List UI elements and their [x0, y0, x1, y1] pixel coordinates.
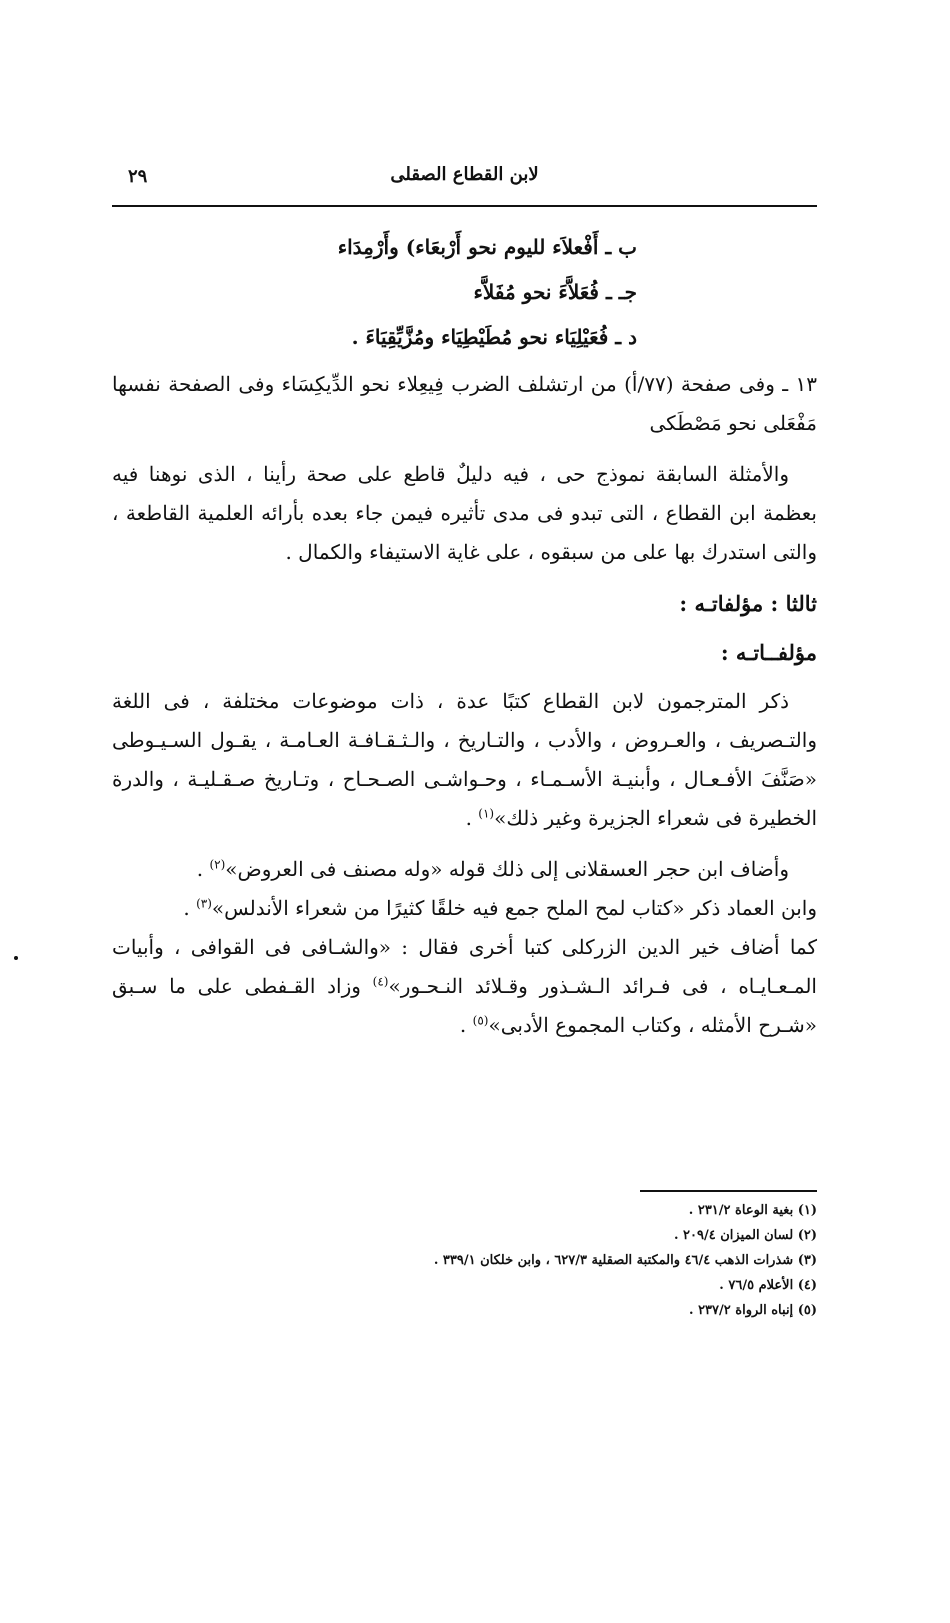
- footnote-rule: [640, 1190, 817, 1192]
- footnote-ref-4[interactable]: (٤): [372, 974, 389, 989]
- period: .: [183, 896, 197, 920]
- page-number: ٢٩: [128, 166, 148, 187]
- works-text: ذكر المترجمون لابن القطاع كتبًا عدة ، ذات موضوعات مختلفة ، فى اللغة والتـصريف ، والعـروض ، والأدب ، والتـاريخ ، والـثـقـافـة العـامـة ، يقـول السـيـوطى «صَنَّفَ الأفـعـال ، وأبنيـة الأسـمـاء ، وحـواشـى الصـحـاح ، وتـاريخ صـقـليـة ، والدرة الخطيرة فى شعراء الجزيرة وغير ذلك»: [112, 689, 817, 830]
- footnote-4: (٤) الأعلام ٧٦/٥ .: [719, 1278, 817, 1293]
- period: .: [459, 1013, 473, 1037]
- page-header: [112, 160, 817, 200]
- period: .: [196, 857, 210, 881]
- qifti-text: وزاد القـفطى على ما سـبق «شـرح الأمثله ، وكتاب المجموع الأدبى»: [112, 974, 817, 1037]
- period: .: [465, 806, 479, 830]
- footnote-1: (١) بغية الوعاة ٢٣١/٢ .: [688, 1203, 817, 1218]
- forms-list: [112, 228, 817, 357]
- imad-text: وابن العماد ذكر «كتاب لمح الملح جمع فيه خلقًا كثيرًا من شعراء الأندلس»: [211, 896, 817, 920]
- footnote-ref-2[interactable]: (٢): [209, 857, 226, 872]
- paragraph-works: [112, 682, 817, 838]
- footnote-3: (٣) شذرات الذهب ٤٦/٤ والمكتبة الصقلية ٦٢٧/٣ ، وابن خلكان ٣٣٩/١ .: [433, 1253, 817, 1268]
- hajar-text: وأضاف ابن حجر العسقلانى إلى ذلك قوله «وله مصنف فى العروض»: [225, 857, 789, 881]
- scan-speck: [14, 956, 18, 960]
- subsection-heading: مؤلفــاتـه :: [720, 640, 817, 665]
- body-text: [112, 228, 817, 1057]
- footnote-ref-5[interactable]: (٥): [472, 1013, 489, 1028]
- list-item: د ـ فُعَيْلِيَاء نحو مُطَيْطِيَاء ومُزَّيِّقِيَاءَ .: [351, 325, 637, 349]
- section-heading: ثالثا : مؤلفاتـه :: [679, 591, 817, 616]
- zirikli-text: كما أضاف خير الدين الزركلى كتبا أخرى فقال : «والشـافى فى القوافى ، وأبيات المـعـايـاه ، فى فـرائد الـشـذور وقـلائد النـحـور»: [112, 935, 817, 998]
- footnote-2: (٢) لسان الميزان ٢٠٩/٤ .: [673, 1228, 817, 1243]
- footnotes: [112, 1198, 817, 1323]
- paragraph-additions: [112, 850, 817, 1045]
- paragraph-examples: والأمثلة السابقة نموذج حى ، فيه دليلٌ قاطع على صحة رأينا ، الذى نوهنا فيه بعظمة ابن القطاع ، التى تبدو فى مدى تأثيره فيمن جاء بعده بأرائه العلمية القاطعة ، والتى استدرك بها على من سبقوه ، على غاية الاستيفاء والكمال .: [112, 462, 817, 564]
- list-item: جـ ـ فُعَلاَّءَ نحو مُفَلاَّء: [473, 280, 637, 304]
- footnote-5: (٥) إنباه الرواة ٢٣٧/٢ .: [689, 1303, 817, 1318]
- footnote-ref-1[interactable]: (١): [478, 806, 495, 821]
- header-rule: [112, 205, 817, 207]
- paragraph-13: ١٣ ـ وفى صفحة (٧٧/أ) من ارتشلف الضرب فِيعِلاء نحو الدِّيكِسَاء وفى الصفحة نفسها مَفْعَلى نحو مَصْطَكى: [112, 372, 817, 435]
- list-item: ب ـ أَفْعلاَء لليوم نحو أَرْبعَاء) وأَرْمِدَاء: [337, 235, 637, 259]
- footnote-ref-3[interactable]: (٣): [196, 896, 212, 911]
- running-title: لابن القطاع الصقلى: [390, 164, 539, 185]
